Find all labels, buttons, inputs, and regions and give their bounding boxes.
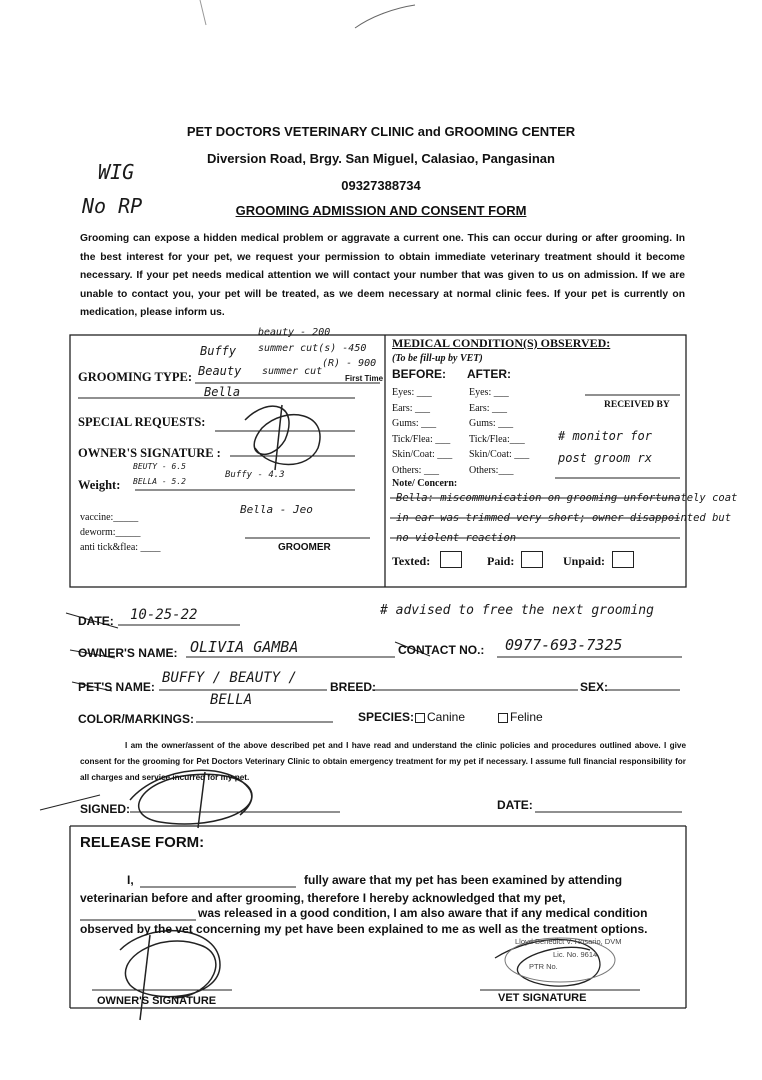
before-label: BEFORE: <box>392 367 446 381</box>
species-label: SPECIES: <box>358 710 415 724</box>
canine-label: Canine <box>427 710 466 724</box>
check-before-skin: Skin/Coat: ___ <box>392 449 453 460</box>
check-before-others: Others: ___ <box>392 464 439 476</box>
signed-label: SIGNED: <box>80 802 131 816</box>
feline-checkbox[interactable] <box>498 713 508 723</box>
owner-signature-caption: OWNER'S SIGNATURE <box>97 995 217 1007</box>
owner-name-label: OWNER'S NAME: <box>78 646 178 660</box>
medical-title: MEDICAL CONDITION(S) OBSERVED: <box>392 336 611 350</box>
checks-before <box>392 385 452 478</box>
check-before-gums: Gums: ___ <box>392 418 437 429</box>
date-label: DATE: <box>78 614 114 628</box>
unpaid-label: Unpaid: <box>563 554 606 568</box>
intro-paragraph: Grooming can expose a hidden medical problem or aggravate a current one. This can occur during or after grooming. In the best interest for your pet, we request your permission to obtain immediate veterinary treatment should it become necessary. If your pet needs medical attention we will contact your number that was given to us on admission. If we are unable to contact you, your pet will be treated, as we deem necessary at normal clinic fees. If your pet is currently on medication, please inform us. <box>80 233 685 318</box>
pet-name-value-2: BELLA <box>210 692 253 708</box>
hw-advised-note: # advised to free the next grooming <box>380 603 654 618</box>
contact-label: CONTACT NO.: <box>398 643 485 657</box>
margin-note-2: No RP <box>82 194 143 218</box>
first-time-label: First Time <box>345 374 384 383</box>
canine-checkbox[interactable] <box>415 713 425 723</box>
received-by-label: RECEIVED BY <box>604 400 670 410</box>
grooming-type-label: GROOMING TYPE: <box>78 370 193 384</box>
check-after-gums: Gums: ___ <box>469 418 514 429</box>
texted-checkbox[interactable] <box>440 551 462 568</box>
after-label: AFTER: <box>467 367 511 381</box>
color-markings-label: COLOR/MARKINGS: <box>78 712 194 726</box>
check-before-eyes: Eyes: ___ <box>392 387 432 398</box>
clinic-phone: 09327388734 <box>341 178 421 193</box>
release-line1: fully aware that my pet has been examined by attending <box>304 873 623 887</box>
vet-signature-caption: VET SIGNATURE <box>498 992 587 1004</box>
vet-stamp-name: Lloyd Benedict V. Rosario, DVM <box>515 937 622 946</box>
pet-name-value: BUFFY / BEAUTY / <box>162 670 297 686</box>
special-requests-label: SPECIAL REQUESTS: <box>78 415 206 429</box>
groomer-label: GROOMER <box>278 542 331 553</box>
release-line2: veterinarian before and after grooming, therefore I hereby acknowledged that my pet, <box>80 891 566 905</box>
paid-checkbox[interactable] <box>521 551 543 568</box>
note-label: Note/ Concern: <box>392 478 458 489</box>
owner-name-value: OLIVIA GAMBA <box>190 638 299 656</box>
hw-weight-1: BEUTY - 6.5 <box>133 462 186 471</box>
feline-label: Feline <box>510 710 543 724</box>
consent-paragraph: I am the owner/assent of the above described pet and I have read and understand the clinic policies and procedures outlined above. I give consent for the grooming for Pet Doctors Veterinary Clinic to obtain emergency treatment for my pet if necessary. I assume full financial responsibility for all charges and service incurred for my pet. <box>80 741 686 782</box>
check-after-tick: Tick/Flea:___ <box>469 433 525 445</box>
vaccine-label: vaccine:_____ <box>80 512 139 523</box>
release-line4: observed by the vet concerning my pet have been explained to me as well as the treatment options. <box>80 922 648 936</box>
hw-beauty-price: beauty - 200 <box>258 327 331 338</box>
hw-groomer: Bella - Jeo <box>240 503 313 516</box>
check-after-skin: Skin/Coat: ___ <box>469 449 530 460</box>
hw-concern-note: Bella: miscommunication on grooming unfortunately coat in ear was trimmed very short; owner disappointed but no violent reaction <box>396 492 738 544</box>
texted-label: Texted: <box>392 554 431 568</box>
release-line3: was released in a good condition, I am also aware that if any medical condition <box>198 906 648 920</box>
form-title: GROOMING ADMISSION AND CONSENT FORM <box>235 203 527 218</box>
hw-weight-3: Buffy - 4.3 <box>225 470 285 480</box>
medical-subtitle: (To be fill-up by VET) <box>392 353 483 364</box>
vet-stamp-ptr: PTR No. <box>529 962 558 971</box>
release-i: I, <box>127 873 134 887</box>
hw-pet-1: Buffy <box>200 344 237 358</box>
owner-signature-label: OWNER'S SIGNATURE : <box>78 446 221 460</box>
date-value: 10-25-22 <box>130 607 198 623</box>
antitick-label: anti tick&flea: ____ <box>80 542 161 553</box>
check-before-ears: Ears: ___ <box>392 402 431 414</box>
hw-monitor-note: # monitor for post groom rx <box>558 429 652 465</box>
hw-cut-2: summer cut <box>262 366 323 377</box>
deworm-label: deworm:_____ <box>80 527 141 538</box>
vet-stamp-license: Lic. No. 9614 <box>553 950 598 959</box>
clinic-address: Diversion Road, Brgy. San Miguel, Calasiao, Pangasinan <box>207 151 555 166</box>
unpaid-checkbox[interactable] <box>612 551 634 568</box>
check-before-tick: Tick/Flea: ___ <box>392 433 451 445</box>
margin-note-1: WIG <box>98 160 135 184</box>
check-after-eyes: Eyes: ___ <box>469 387 509 398</box>
hw-pet-2: Beauty <box>198 364 242 378</box>
sex-label: SEX: <box>580 680 609 694</box>
pet-name-label: PET'S NAME: <box>78 680 155 694</box>
hw-cut-1: summer cut(s) -450 <box>258 343 367 354</box>
hw-price-2: (R) - 900 <box>322 358 377 369</box>
contact-value: 0977-693-7325 <box>505 636 623 654</box>
release-title: RELEASE FORM: <box>80 834 205 851</box>
weight-label: Weight: <box>78 478 121 492</box>
hw-weight-2: BELLA - 5.2 <box>133 477 186 486</box>
hw-pet-3: Bella <box>204 385 241 399</box>
checks-after <box>469 385 529 478</box>
date2-label: DATE: <box>497 798 533 812</box>
clinic-name: PET DOCTORS VETERINARY CLINIC and GROOMING CENTER <box>186 124 576 139</box>
paid-label: Paid: <box>487 554 515 568</box>
check-after-ears: Ears: ___ <box>469 402 508 414</box>
breed-label: BREED: <box>330 680 377 694</box>
check-after-others: Others:___ <box>469 464 514 476</box>
